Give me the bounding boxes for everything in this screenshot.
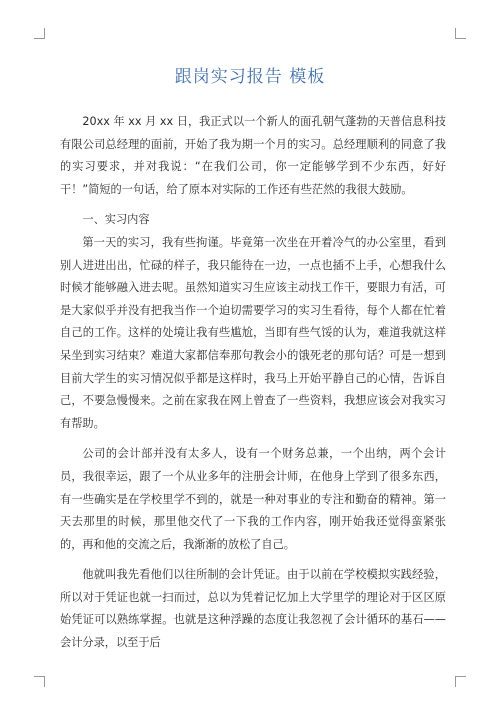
section-heading-internship-content: 一、实习内容 bbox=[82, 213, 150, 227]
crop-mark-top-right bbox=[455, 28, 466, 39]
paragraph-first-day: 第一天的实习，我有些拘谨。毕竟第一次坐在开着冷气的办公室里，看到别人进进出出，忙碌的样子，我只能待在一边，一点也插不上手，心想我什么时候才能够融入进去呢。虽然知道实习生应该主动找工作干，要眼力有活，可是大家似乎并没有把我当作一个迫切需要学习的实习生看待，每个人都在忙着自己的工作。这样的处境让我有些尴尬，当即有些气馁的认为，难道我就这样呆坐到实习结束？难道大家都信奉那句教会小的饿死老的那句话？可是一想到目前大学生的实习情况似乎都是这样时，我马上开始平静自己的心情，告诉自己，不要急慢慢来。之前在家我在网上曾查了一些资料，我想应该会对我实习有帮助。 bbox=[60, 235, 446, 430]
document-body bbox=[60, 111, 446, 655]
crop-mark-bottom-left bbox=[34, 676, 45, 687]
crop-mark-top-left bbox=[34, 28, 45, 39]
paragraph-intro: 20xx 年 xx 月 xx 日，我正式以一个新人的面孔朝气蓬勃的天普信息科技有限公司总经理的面前，开始了我为期一个月的实习。总经理顺利的同意了我的实习要求，并对我说：“在我们公司，你一定能够学到不少东西，好好干！”简短的一句话，给了原本对实际的工作还有些茫然的我很大鼓励。 bbox=[60, 115, 446, 196]
crop-mark-bottom-right bbox=[455, 676, 466, 687]
paragraph-vouchers: 他就叫我先看他们以往所制的会计凭证。由于以前在学校模拟实践经验，所以对于凭证也就一扫而过，总以为凭着记忆加上大学里学的理论对于区区原始凭证可以熟练掌握。也就是这种浮躁的态度让我忽视了会计循环的基石——会计分录，以至于后 bbox=[60, 568, 446, 650]
document-title: 跟岗实习报告 模板 bbox=[174, 67, 326, 87]
paragraph-accounting-dept: 公司的会计部并没有太多人，设有一个财务总兼，一个出纳，两个会计员，我很幸运，跟了一个从业多年的注册会计师，在他身上学到了很多东西，有一些确实是在学校里学不到的，就是一种对事业的专注和勤奋的精神。第一天去那里的时候，那里他交代了一下我的工作内容，刚开始我还觉得蛮紧张的，再和他的交流之后，我渐渐的放松了自己。 bbox=[60, 447, 446, 551]
